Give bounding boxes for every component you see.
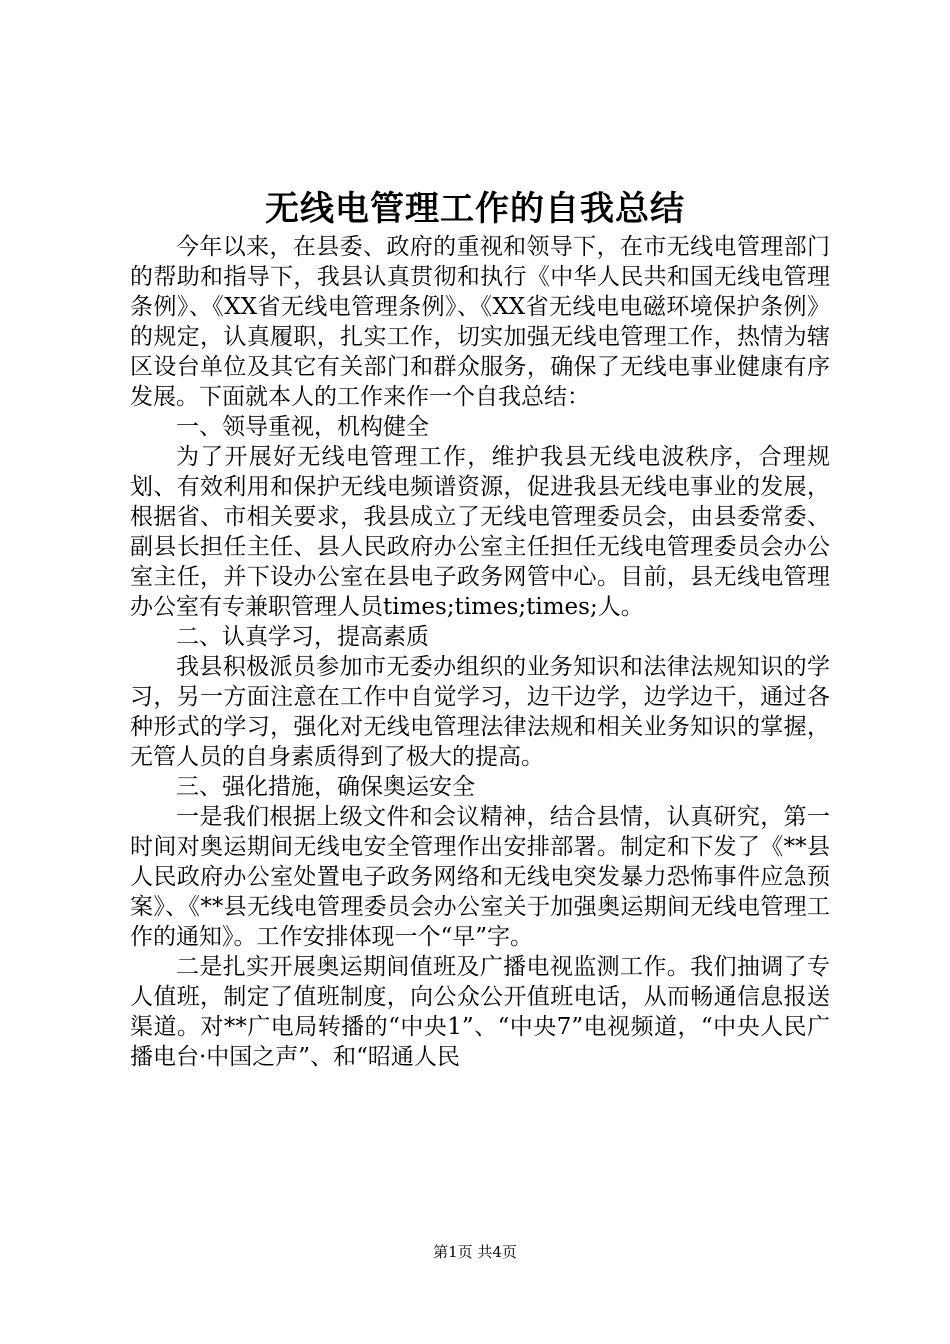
section-heading-1: 一、领导重视，机构健全	[176, 414, 429, 440]
paragraph-section-1: 为了开展好无线电管理工作，维护我县无线电波秩序，合理规划、有效利用和保护无线电频谱资源，促进我县无线电事业的发展，根据省、市相关要求，我县成立了无线电管理委员会，由县委常委、副县长担任主任、县人民政府办公室主任担任无线电管理委员会办公室主任，并下设办公室在县电子政务网管中心。目前，县无线电管理办公室有专兼职管理人员times;times;times;人。	[130, 444, 830, 620]
paragraph-section-2: 我县积极派员参加市无委办组织的业务知识和法律法规知识的学习，另一方面注意在工作中自觉学习，边干边学，边学边干，通过各种形式的学习，强化对无线电管理法律法规和相关业务知识的掌握，无管人员的自身素质得到了极大的提高。	[130, 654, 830, 770]
page-number-footer: 第1页 共4页	[433, 1243, 517, 1261]
document-body	[130, 232, 830, 1072]
paragraph-section-3-part-2: 二是扎实开展奥运期间值班及广播电视监测工作。我们抽调了专人值班，制定了值班制度，向公众公开值班电话，从而畅通信息报送渠道。对**广电局转播的“中央1”、“中央7”电视频道，“中央人民广播电台·中国之声”、和“昭通人民	[130, 954, 830, 1070]
paragraph-intro: 今年以来，在县委、政府的重视和领导下，在市无线电管理部门的帮助和指导下，我县认真贯彻和执行《中华人民共和国无线电管理条例》、《XX省无线电管理条例》、《XX省无线电电磁环境保护条例》的规定，认真履职，扎实工作，切实加强无线电管理工作，热情为辖区设台单位及其它有关部门和群众服务，确保了无线电事业健康有序发展。下面就本人的工作来作一个自我总结：	[130, 234, 830, 410]
document-title: 无线电管理工作的自我总结	[265, 189, 685, 229]
paragraph-section-3-part-1: 一是我们根据上级文件和会议精神，结合县情，认真研究，第一时间对奥运期间无线电安全管理作出安排部署。制定和下发了《**县人民政府办公室处置电子政务网络和无线电突发暴力恐怖事件应急预案》、《**县无线电管理委员会办公室关于加强奥运期间无线电管理工作的通知》。工作安排体现一个“早”字。	[130, 804, 830, 950]
section-heading-3: 三、强化措施，确保奥运安全	[176, 774, 475, 800]
section-heading-2: 二、认真学习，提高素质	[176, 624, 429, 650]
